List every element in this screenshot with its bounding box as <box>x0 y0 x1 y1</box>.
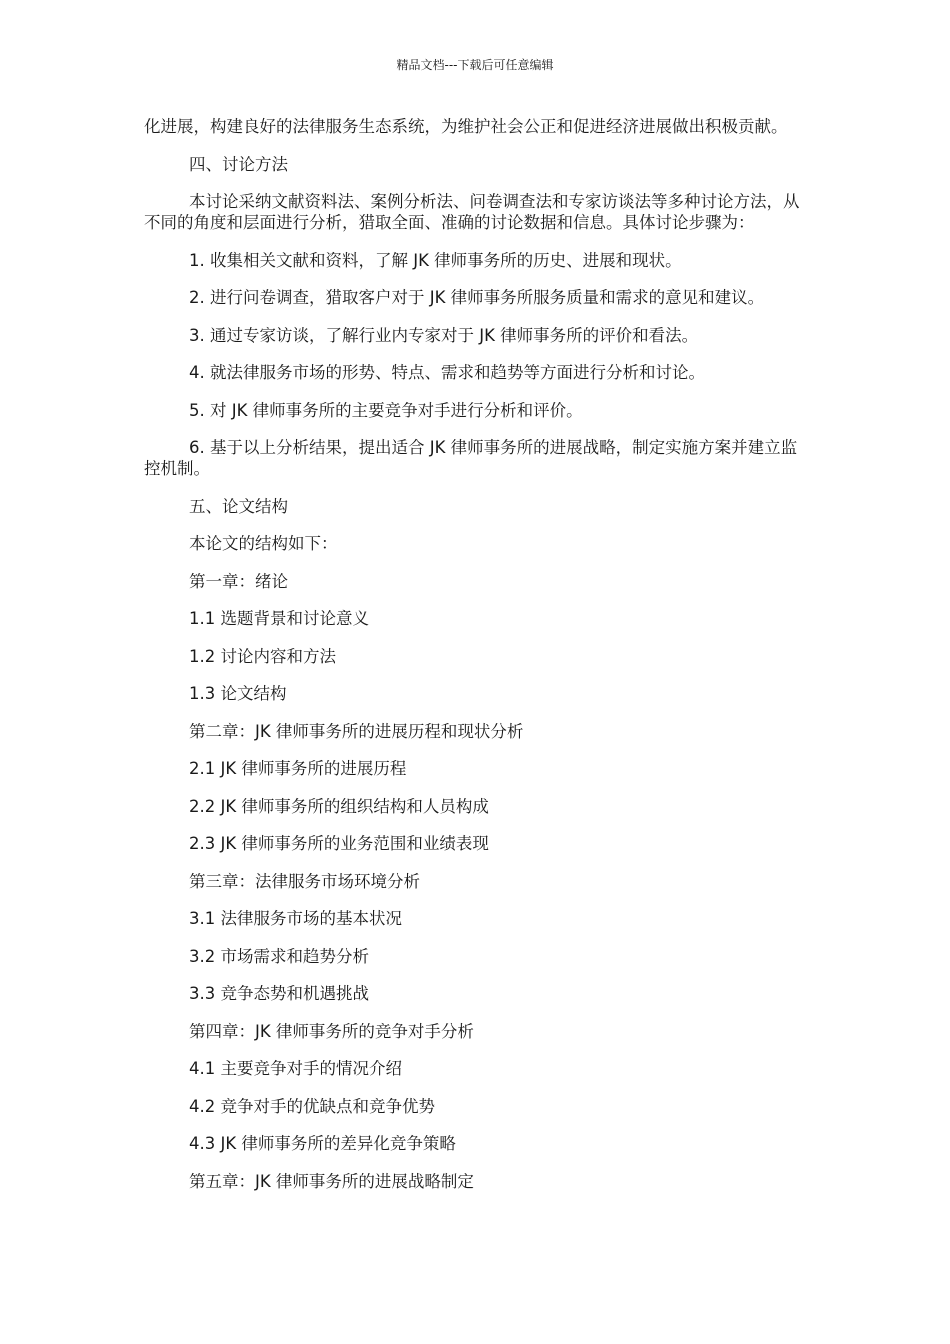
section-5-heading: 五、论文结构 <box>189 496 288 516</box>
section-5-intro: 本论文的结构如下： <box>189 534 338 553</box>
section-4-paragraph: 本讨论采纳文献资料法、案例分析法、问卷调查法和专家访谈法等多种讨论方法，从不同的角度和层面进行分析，猎取全面、准确的讨论数据和信息。具体讨论步骤为： <box>144 192 800 232</box>
intro-continued-paragraph: 化进展，构建良好的法律服务生态系统，为维护社会公正和促进经济进展做出积极贡献。 <box>144 117 788 136</box>
outline-chapter: 第三章：法律服务市场环境分析 <box>189 871 420 891</box>
outline-item: 1.2 讨论内容和方法 <box>189 646 336 666</box>
document-body <box>144 116 804 1192</box>
outline-item: 3.3 竞争态势和机遇挑战 <box>189 984 369 1003</box>
outline-item: 4.2 竞争对手的优缺点和竞争优势 <box>189 1096 435 1116</box>
outline-item: 2.3 JK 律师事务所的业务范围和业绩表现 <box>189 834 489 853</box>
outline-item: 1.1 选题背景和讨论意义 <box>189 609 369 628</box>
page-header: 精品文档---下载后可任意编辑 <box>396 58 554 72</box>
step-item: 4. 就法律服务市场的形势、特点、需求和趋势等方面进行分析和讨论。 <box>189 363 705 382</box>
outline-item: 3.1 法律服务市场的基本状况 <box>189 909 402 928</box>
outline-item: 3.2 市场需求和趋势分析 <box>189 946 369 966</box>
step-item: 2. 进行问卷调查，猎取客户对于 JK 律师事务所服务质量和需求的意见和建议。 <box>189 288 765 307</box>
step-item: 5. 对 JK 律师事务所的主要竞争对手进行分析和评价。 <box>189 400 583 420</box>
outline-item: 1.3 论文结构 <box>189 684 287 703</box>
outline-chapter: 第五章：JK 律师事务所的进展战略制定 <box>189 1171 474 1191</box>
outline-chapter: 第一章：绪论 <box>189 571 288 591</box>
outline-item: 2.1 JK 律师事务所的进展历程 <box>189 759 407 778</box>
step-item: 6. 基于以上分析结果，提出适合 JK 律师事务所的进展战略，制定实施方案并建立监控机制。 <box>144 438 798 478</box>
outline-item: 2.2 JK 律师事务所的组织结构和人员构成 <box>189 796 489 816</box>
section-4-heading: 四、讨论方法 <box>189 154 288 174</box>
outline-chapter: 第四章：JK 律师事务所的竞争对手分析 <box>189 1021 474 1041</box>
step-item: 1. 收集相关文献和资料，了解 JK 律师事务所的历史、进展和现状。 <box>189 250 682 270</box>
outline-item: 4.1 主要竞争对手的情况介绍 <box>189 1059 402 1078</box>
step-item: 3. 通过专家访谈，了解行业内专家对于 JK 律师事务所的评价和看法。 <box>189 325 699 345</box>
outline-item: 4.3 JK 律师事务所的差异化竞争策略 <box>189 1134 456 1153</box>
outline-chapter: 第二章：JK 律师事务所的进展历程和现状分析 <box>189 721 524 741</box>
